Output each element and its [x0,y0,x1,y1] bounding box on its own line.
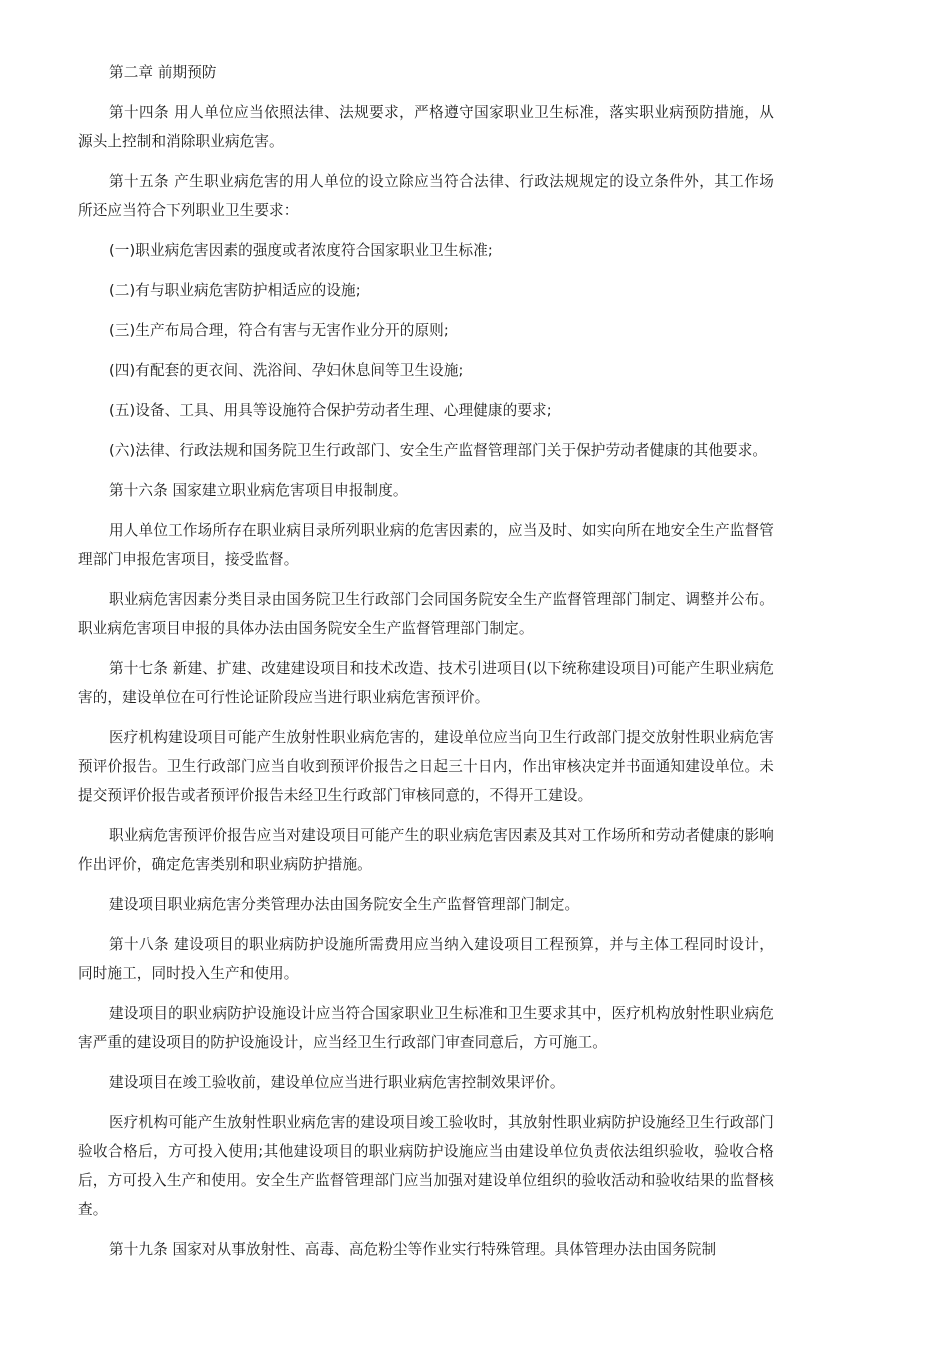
article-14: 第十四条 用人单位应当依照法律、法规要求，严格遵守国家职业卫生标准，落实职业病预防措施，从源头上控制和消除职业病危害。 [78,104,774,150]
article-17-para-3: 职业病危害预评价报告应当对建设项目可能产生的职业病危害因素及其对工作场所和劳动者健康的影响作出评价，确定危害类别和职业病防护措施。 [78,827,774,873]
article-17-para-2: 医疗机构建设项目可能产生放射性职业病危害的，建设单位应当向卫生行政部门提交放射性职业病危害预评价报告。卫生行政部门应当自收到预评价报告之日起三十日内，作出审核决定并书面通知建设单位。未提交预评价报告或者预评价报告未经卫生行政部门审核同意的，不得开工建设。 [78,729,774,804]
article-16-para-3: 职业病危害因素分类目录由国务院卫生行政部门会同国务院安全生产监督管理部门制定、调整并公布。职业病危害项目申报的具体办法由国务院安全生产监督管理部门制定。 [78,591,774,637]
article-15-item-1: (一)职业病危害因素的强度或者浓度符合国家职业卫生标准; [109,242,493,259]
article-16-para-2: 用人单位工作场所存在职业病目录所列职业病的危害因素的，应当及时、如实向所在地安全生产监督管理部门申报危害项目，接受监督。 [78,522,774,568]
article-18-para-3: 建设项目在竣工验收前，建设单位应当进行职业病危害控制效果评价。 [109,1074,565,1091]
article-15: 第十五条 产生职业病危害的用人单位的设立除应当符合法律、行政法规规定的设立条件外，其工作场所还应当符合下列职业卫生要求： [78,173,774,219]
article-15-item-6: (六)法律、行政法规和国务院卫生行政部门、安全生产监督管理部门关于保护劳动者健康的其他要求。 [109,442,768,459]
article-15-item-3: (三)生产布局合理，符合有害与无害作业分开的原则; [109,322,449,339]
article-18-para-2: 建设项目的职业病防护设施设计应当符合国家职业卫生标准和卫生要求其中，医疗机构放射性职业病危害严重的建设项目的防护设施设计，应当经卫生行政部门审查同意后，方可施工。 [78,1005,774,1051]
article-18: 第十八条 建设项目的职业病防护设施所需费用应当纳入建设项目工程预算，并与主体工程同时设计，同时施工，同时投入生产和使用。 [78,936,774,982]
article-15-item-2: (二)有与职业病危害防护相适应的设施; [109,282,361,299]
article-17-para-4: 建设项目职业病危害分类管理办法由国务院安全生产监督管理部门制定。 [109,896,580,913]
article-17: 第十七条 新建、扩建、改建建设项目和技术改造、技术引进项目(以下统称建设项目)可能产生职业病危害的，建设单位在可行性论证阶段应当进行职业病危害预评价。 [78,660,774,706]
chapter-heading: 第二章 前期预防 [109,64,217,81]
article-15-item-5: (五)设备、工具、用具等设施符合保护劳动者生理、心理健康的要求; [109,402,552,419]
article-19: 第十九条 国家对从事放射性、高毒、高危粉尘等作业实行特殊管理。具体管理办法由国务院制 [109,1241,717,1258]
article-15-item-4: (四)有配套的更衣间、洗浴间、孕妇休息间等卫生设施; [109,362,464,379]
article-16: 第十六条 国家建立职业病危害项目申报制度。 [109,482,408,499]
article-18-para-4: 医疗机构可能产生放射性职业病危害的建设项目竣工验收时，其放射性职业病防护设施经卫生行政部门验收合格后，方可投入使用;其他建设项目的职业病防护设施应当由建设单位负责依法组织验收，验收合格后，方可投入生产和使用。安全生产监督管理部门应当加强对建设单位组织的验收活动和验收结果的监督核查。 [78,1114,774,1218]
